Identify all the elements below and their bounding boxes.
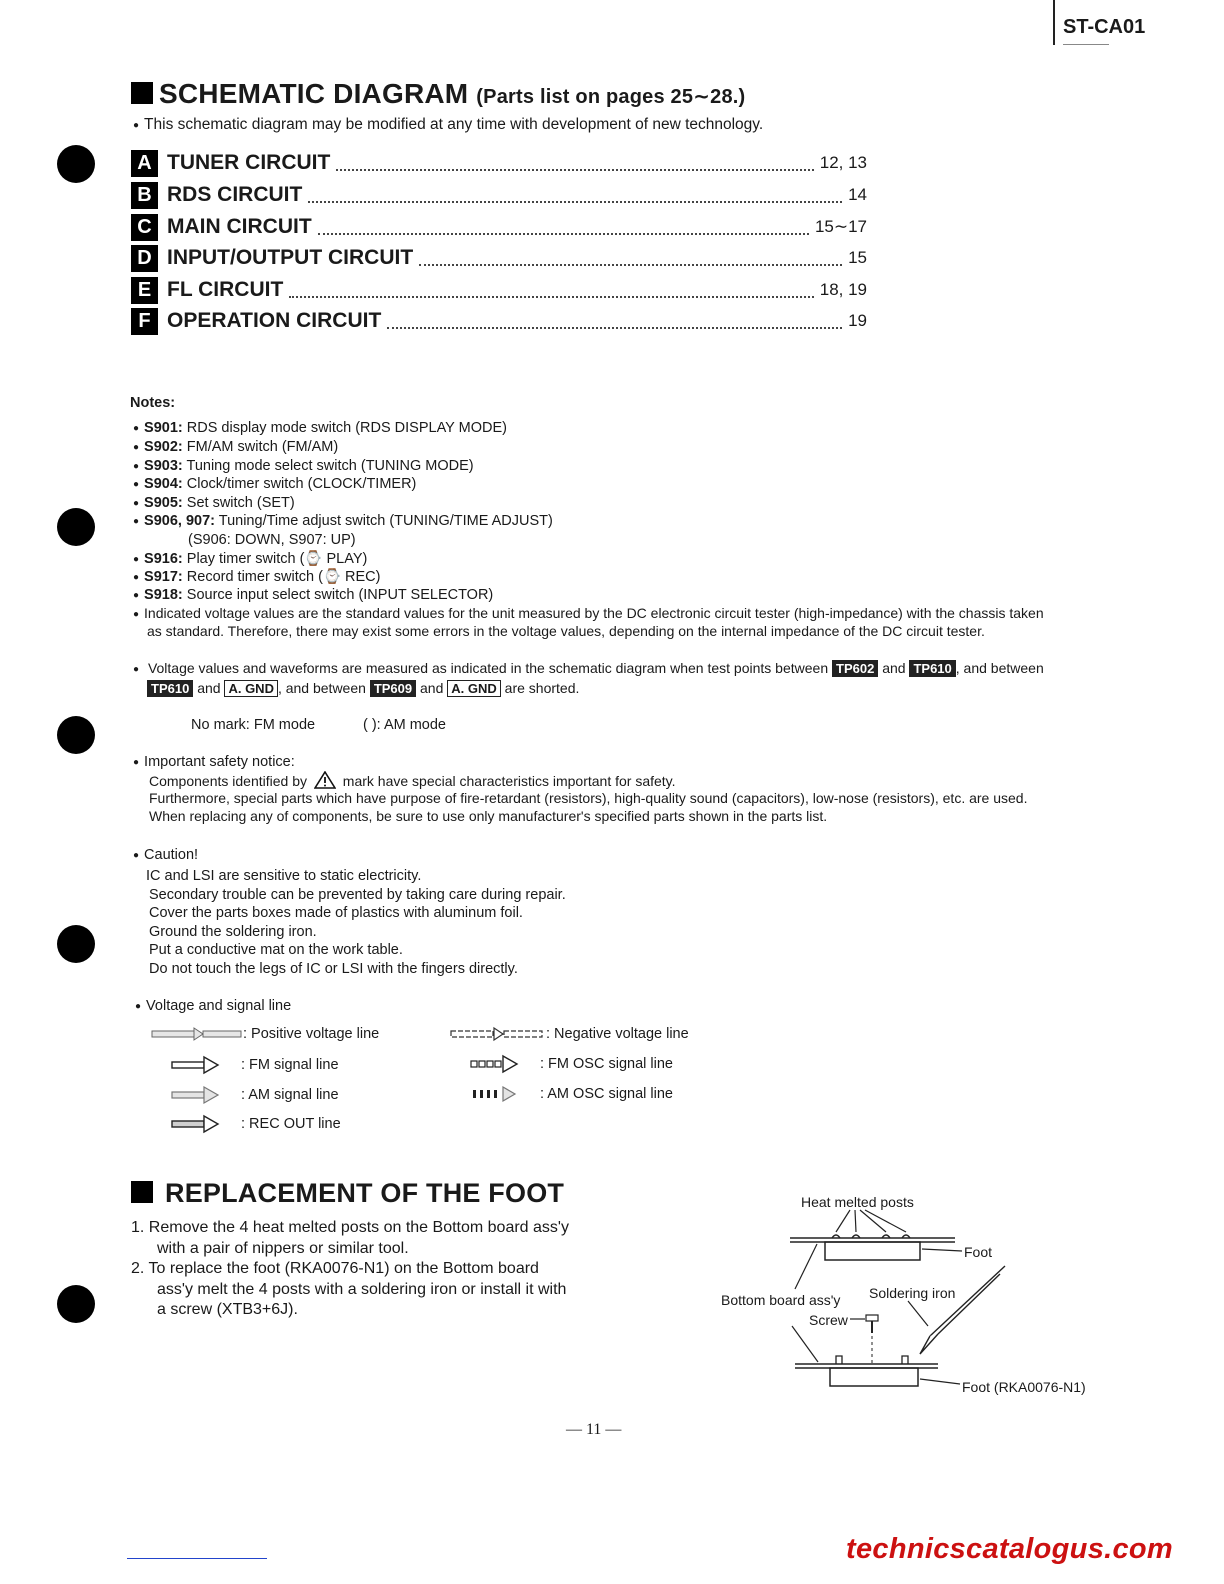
switch-id: S903: [144, 458, 183, 474]
am-signal-arrow-icon [171, 1085, 223, 1105]
soldering-iron-shape [938, 1274, 1000, 1334]
toc-letter: E [131, 277, 158, 304]
toc-pages: 15∼17 [814, 217, 867, 236]
fm-signal-arrow-icon [171, 1055, 223, 1075]
label-bottom-board: Bottom board ass'y [721, 1292, 841, 1308]
legend-fm-osc [470, 1054, 673, 1074]
title-square-icon [131, 1181, 153, 1203]
toc-pages: 12, 13 [819, 153, 867, 172]
tp-text: , and between [955, 660, 1044, 676]
soldering-iron-tip [920, 1334, 938, 1354]
toc-letter: C [131, 214, 158, 241]
punch-hole-1 [57, 145, 95, 183]
toc-title: FL CIRCUIT [167, 278, 284, 301]
safety-text: Components identified by [149, 773, 307, 789]
foot-step-line: with a pair of nippers or similar tool. [157, 1239, 409, 1257]
foot-post [902, 1356, 908, 1364]
switch-note [133, 512, 553, 531]
agnd-box: A. GND [224, 680, 278, 697]
switch-desc: Clock/timer switch (CLOCK/TIMER) [182, 476, 417, 492]
switch-id: S918: [144, 587, 183, 603]
switch-906-sub: (S906: DOWN, S907: UP) [188, 532, 356, 548]
rec-out-arrow-icon [171, 1114, 223, 1134]
label-foot-part: Foot (RKA0076-N1) [962, 1379, 1086, 1395]
mode-fm: No mark: FM mode [191, 717, 316, 733]
toc-pages: 18, 19 [819, 280, 867, 299]
punch-hole-3 [57, 716, 95, 754]
toc-row-e [131, 276, 867, 304]
foot-title-text: REPLACEMENT OF THE FOOT [165, 1178, 565, 1208]
switch-desc: Play timer switch (⌚ PLAY) [182, 551, 368, 567]
legend-am [171, 1085, 339, 1105]
positive-line-icon [151, 1025, 243, 1043]
label-heat-posts: Heat melted posts [801, 1194, 914, 1210]
caution-line: Secondary trouble can be prevented by taking care during repair. [149, 887, 566, 903]
pointer-line [795, 1244, 817, 1289]
screw-head [866, 1315, 878, 1321]
pointer-line [836, 1210, 850, 1232]
pointer-line [865, 1210, 906, 1232]
foot-step-line: 1. Remove the 4 heat melted posts on the Bottom board ass'y [131, 1219, 569, 1236]
fm-osc-arrow-icon [470, 1054, 522, 1074]
foot-post [836, 1356, 842, 1364]
schematic-intro: ● This schematic diagram may be modified at any time with development of new technology. [133, 116, 763, 135]
tp-text: and [193, 680, 225, 696]
legend-label: : Positive voltage line [243, 1026, 380, 1042]
pointer-line [920, 1379, 960, 1384]
switch-desc: Tuning mode select switch (TUNING MODE) [182, 458, 474, 474]
pointer-line [922, 1249, 962, 1251]
watermark: technicscatalogus.com [846, 1533, 1174, 1565]
caution-line: IC and LSI are sensitive to static electricity. [146, 868, 422, 884]
foot-steps [131, 1218, 569, 1321]
foot-shape-top [825, 1242, 920, 1260]
toc-leader [387, 327, 842, 329]
title-square-icon [131, 82, 153, 104]
tp-text: and [416, 680, 448, 696]
foot-step-line: 2. To replace the foot (RKA0076-N1) on the Bottom board [131, 1260, 539, 1277]
notes-heading: Notes: [130, 395, 176, 411]
am-osc-arrow-icon [470, 1084, 522, 1104]
switch-id: S916: [144, 551, 183, 567]
switch-id: S906, 907: [144, 513, 215, 529]
legend-heading: ● Voltage and signal line [135, 997, 291, 1016]
legend-label: : REC OUT line [241, 1116, 341, 1132]
toc-title: RDS CIRCUIT [167, 183, 303, 206]
switch-note [133, 494, 295, 513]
caution-line: Do not touch the legs of IC or LSI with the fingers directly. [149, 961, 518, 977]
tp-text: Voltage values and waveforms are measured as indicated in the schematic diagram when test points between [147, 660, 832, 676]
switch-note [133, 550, 367, 569]
legend-rec [171, 1114, 341, 1134]
switch-note [133, 568, 380, 587]
safety-line: Furthermore, special parts which have purpose of fire-retardant (resistors), high-quality sound (capacitors), low-nose (resistors), etc. are used. [149, 790, 1028, 806]
toc-row-b [131, 181, 867, 209]
legend-label: : FM signal line [241, 1057, 339, 1073]
model-underline [1063, 44, 1109, 45]
foot-step-line: ass'y melt the 4 posts with a soldering iron or install it with [157, 1280, 567, 1298]
legend-negative [450, 1025, 689, 1043]
punch-hole-4 [57, 925, 95, 963]
tp610-badge: TP610 [909, 660, 955, 677]
toc-letter: F [131, 308, 158, 335]
safety-heading: ● Important safety notice: [133, 753, 295, 772]
link-underline [127, 1558, 267, 1559]
tp-text: are shorted. [500, 680, 580, 696]
tp609-badge: TP609 [370, 680, 416, 697]
toc-pages: 15 [848, 248, 867, 267]
mode-am: ( ): AM mode [363, 717, 446, 733]
switch-desc: Record timer switch (⌚ REC) [182, 569, 381, 585]
caution-line: Cover the parts boxes made of plastics with aluminum foil. [149, 905, 523, 921]
label-foot: Foot [964, 1244, 993, 1260]
toc-title: TUNER CIRCUIT [167, 151, 331, 174]
pointer-line [792, 1326, 818, 1362]
toc-leader [289, 296, 813, 298]
toc-title: OPERATION CIRCUIT [167, 309, 382, 332]
toc-title: MAIN CIRCUIT [167, 215, 312, 238]
legend-label: : AM signal line [241, 1087, 339, 1103]
caution-heading: ● Caution! [133, 846, 198, 865]
foot-title [131, 1178, 564, 1209]
tp602-badge: TP602 [832, 660, 878, 677]
toc-leader [308, 201, 842, 203]
legend-label: : AM OSC signal line [540, 1086, 673, 1102]
label-soldering-iron: Soldering iron [869, 1285, 956, 1301]
toc-row-d [131, 244, 867, 272]
tp610-badge: TP610 [147, 680, 193, 697]
switch-id: S902: [144, 439, 183, 455]
switch-note [133, 438, 338, 457]
testpoint-note-line1 [133, 659, 1044, 679]
toc-letter: B [131, 182, 158, 209]
caution-line: Put a conductive mat on the work table. [149, 942, 403, 958]
caution-line: Ground the soldering iron. [149, 924, 317, 940]
switch-id: S901: [144, 420, 183, 436]
switch-desc: Set switch (SET) [182, 495, 295, 511]
schematic-subtitle: (Parts list on pages 25∼28.) [476, 86, 746, 108]
tp-text: and [878, 660, 910, 676]
toc-leader [336, 169, 813, 171]
toc-leader [318, 233, 809, 235]
pointer-line [908, 1301, 928, 1326]
switch-desc: FM/AM switch (FM/AM) [182, 439, 339, 455]
toc-title: INPUT/OUTPUT CIRCUIT [167, 246, 414, 269]
switch-desc: RDS display mode switch (RDS DISPLAY MODE) [182, 420, 507, 436]
switch-desc: Source input select switch (INPUT SELECTOR) [182, 587, 494, 603]
model-number: ST-CA01 [1063, 16, 1146, 38]
testpoint-note-line2 [147, 679, 579, 698]
toc-leader [419, 264, 842, 266]
safety-text: mark have special characteristics important for safety. [342, 773, 676, 789]
page-number: — 11 — [566, 1421, 622, 1438]
toc-letter: D [131, 245, 158, 272]
legend-label: : Negative voltage line [546, 1026, 689, 1042]
switch-note [133, 586, 493, 605]
pointer-line [860, 1210, 886, 1232]
voltage-note-line1: ● Indicated voltage values are the standard values for the unit measured by the DC electronic circuit tester (high-impedance) with the chassis taken [133, 604, 1044, 624]
foot-step-line: a screw (XTB3+6J). [157, 1301, 298, 1318]
agnd-box: A. GND [447, 680, 501, 697]
legend-fm [171, 1055, 339, 1075]
switch-note [133, 419, 507, 438]
pointer-line [855, 1210, 856, 1232]
switch-id: S917: [144, 569, 183, 585]
toc-letter: A [131, 150, 158, 177]
warning-triangle-icon [314, 771, 336, 789]
legend-positive [151, 1025, 379, 1043]
legend-am-osc [470, 1084, 673, 1104]
safety-line [149, 771, 676, 790]
safety-line: When replacing any of components, be sure to use only manufacturer's specified parts shown in the parts list. [149, 808, 828, 824]
tp-text: , and between [277, 680, 370, 696]
foot-shape-bottom [830, 1368, 918, 1386]
punch-hole-2 [57, 508, 95, 546]
switch-note [133, 475, 416, 494]
switch-note [133, 457, 474, 476]
schematic-title [131, 78, 745, 110]
negative-line-icon [450, 1025, 546, 1043]
label-screw: Screw [809, 1312, 848, 1328]
toc-pages: 14 [848, 185, 867, 204]
toc-row-c [131, 213, 867, 241]
toc-pages: 19 [848, 311, 867, 330]
punch-hole-5 [57, 1285, 95, 1323]
switch-desc: Tuning/Time adjust switch (TUNING/TIME ADJUST) [215, 513, 553, 529]
schematic-title-text: SCHEMATIC DIAGRAM [159, 78, 469, 109]
switch-id: S905: [144, 495, 183, 511]
switch-id: S904: [144, 476, 183, 492]
voltage-note-line2: as standard. Therefore, there may exist some errors in the voltage values, depending on the internal impedance of the DC circuit tester. [147, 623, 985, 639]
toc-row-f [131, 307, 867, 335]
legend-label: : FM OSC signal line [540, 1056, 673, 1072]
toc-row-a [131, 149, 867, 177]
